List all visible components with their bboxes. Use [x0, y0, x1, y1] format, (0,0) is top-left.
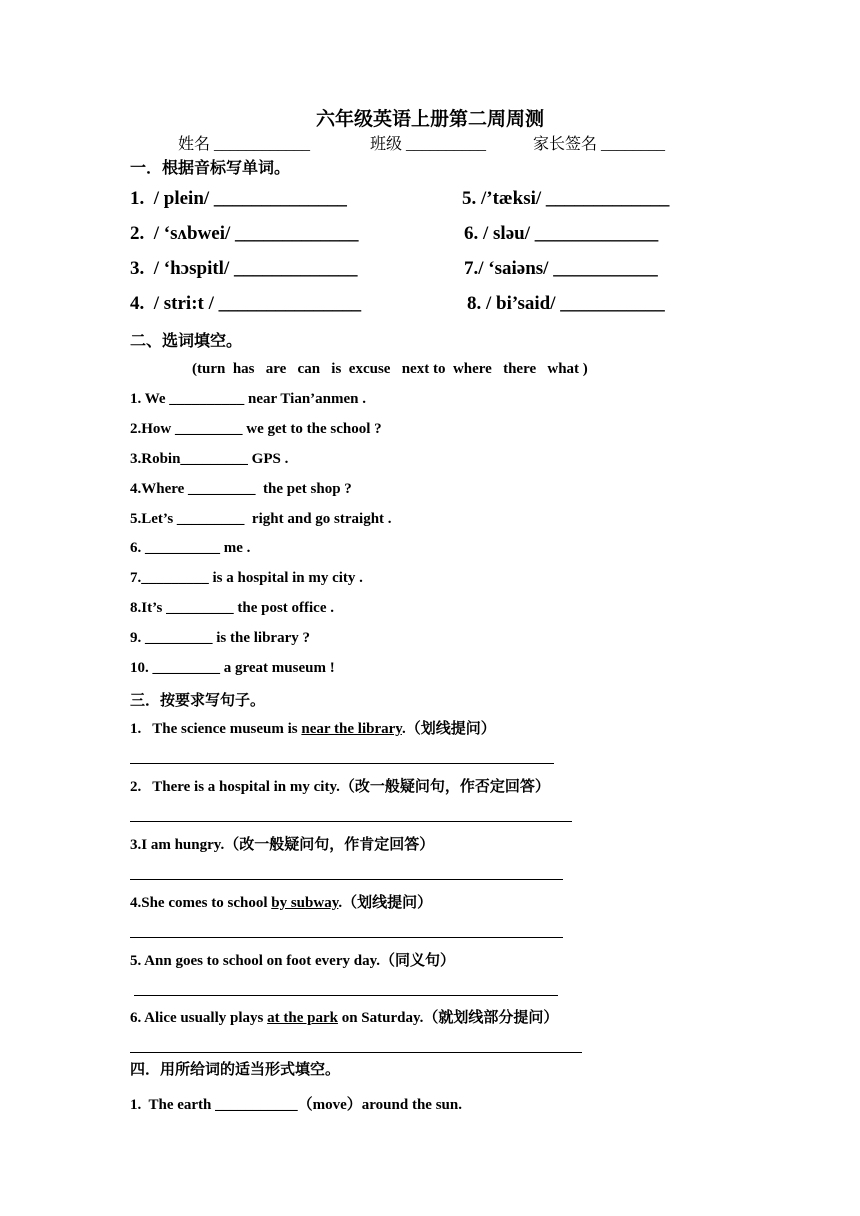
underlined-phrase: near the library	[301, 721, 402, 737]
answer-line-1	[130, 763, 554, 764]
sentence-item-4: 4.She comes to school by subway.（划线提问）	[130, 895, 433, 911]
sentence-item-2: 2. There is a hospital in my city.（改一般疑问句，作否定回答）	[130, 779, 550, 795]
answer-line-5	[134, 995, 558, 996]
answer-line-4	[130, 937, 563, 938]
form-item-1: 1. The earth ___________（move）around the sun.	[130, 1097, 462, 1113]
section2-heading: 二、选词填空。	[130, 333, 243, 350]
answer-line-6	[130, 1052, 582, 1053]
phonetic-item-4: 4. / stri:t / _______________	[130, 293, 362, 314]
phonetic-item-1: 1. / plein/ ______________	[130, 188, 347, 209]
sentence-item-6: 6. Alice usually plays at the park on Saturday.（就划线部分提问）	[130, 1010, 559, 1026]
parent-signature-field: 家长签名 ________	[533, 136, 666, 153]
section3-heading: 三．按要求写句子。	[130, 693, 266, 709]
fill-item-2: 2.How _________ we get to the school ?	[130, 421, 382, 437]
fill-item-4: 4.Where _________ the pet shop ?	[130, 481, 352, 497]
underlined-phrase: by subway	[271, 895, 339, 911]
phonetic-item-5: 5. /’tæksi/ _____________	[462, 188, 670, 209]
fill-item-8: 8.It’s _________ the post office .	[130, 600, 335, 616]
fill-item-10: 10. _________ a great museum !	[130, 660, 335, 676]
fill-item-3: 3.Robin_________ GPS .	[130, 451, 289, 467]
fill-item-9: 9. _________ is the library ?	[130, 630, 310, 646]
sentence-item-5: 5. Ann goes to school on foot every day.（同义句）	[130, 953, 456, 969]
section4-heading: 四．用所给词的适当形式填空。	[130, 1062, 341, 1078]
sentence-item-1: 1. The science museum is near the library.（划线提问）	[130, 721, 496, 737]
class-field: 班级 __________	[370, 136, 487, 153]
word-bank: (turn has are can is excuse next to where there what )	[192, 361, 588, 377]
phonetic-item-6: 6. / sləu/ _____________	[464, 223, 659, 244]
fill-item-7: 7._________ is a hospital in my city .	[130, 570, 363, 586]
section1-heading: 一．根据音标写单词。	[130, 160, 291, 177]
phonetic-item-2: 2. / ‘sʌbwei/ _____________	[130, 223, 359, 244]
phonetic-item-8: 8. / bi’said/ ___________	[467, 293, 665, 314]
fill-item-1: 1. We __________ near Tian’anmen .	[130, 391, 367, 407]
sentence-item-3: 3.I am hungry.（改一般疑问句，作肯定回答）	[130, 837, 435, 853]
answer-line-2	[130, 821, 572, 822]
phonetic-item-3: 3. / ‘hɔspitl/ _____________	[130, 258, 358, 279]
underlined-phrase: at the park	[267, 1010, 338, 1026]
fill-item-5: 5.Let’s _________ right and go straight .	[130, 511, 392, 527]
name-field: 姓名 ____________	[178, 136, 311, 153]
phonetic-item-7: 7./ ‘saiəns/ ___________	[464, 258, 658, 279]
page-title: 六年级英语上册第二周周测	[315, 109, 544, 130]
answer-line-3	[130, 879, 563, 880]
fill-item-6: 6. __________ me .	[130, 540, 251, 556]
